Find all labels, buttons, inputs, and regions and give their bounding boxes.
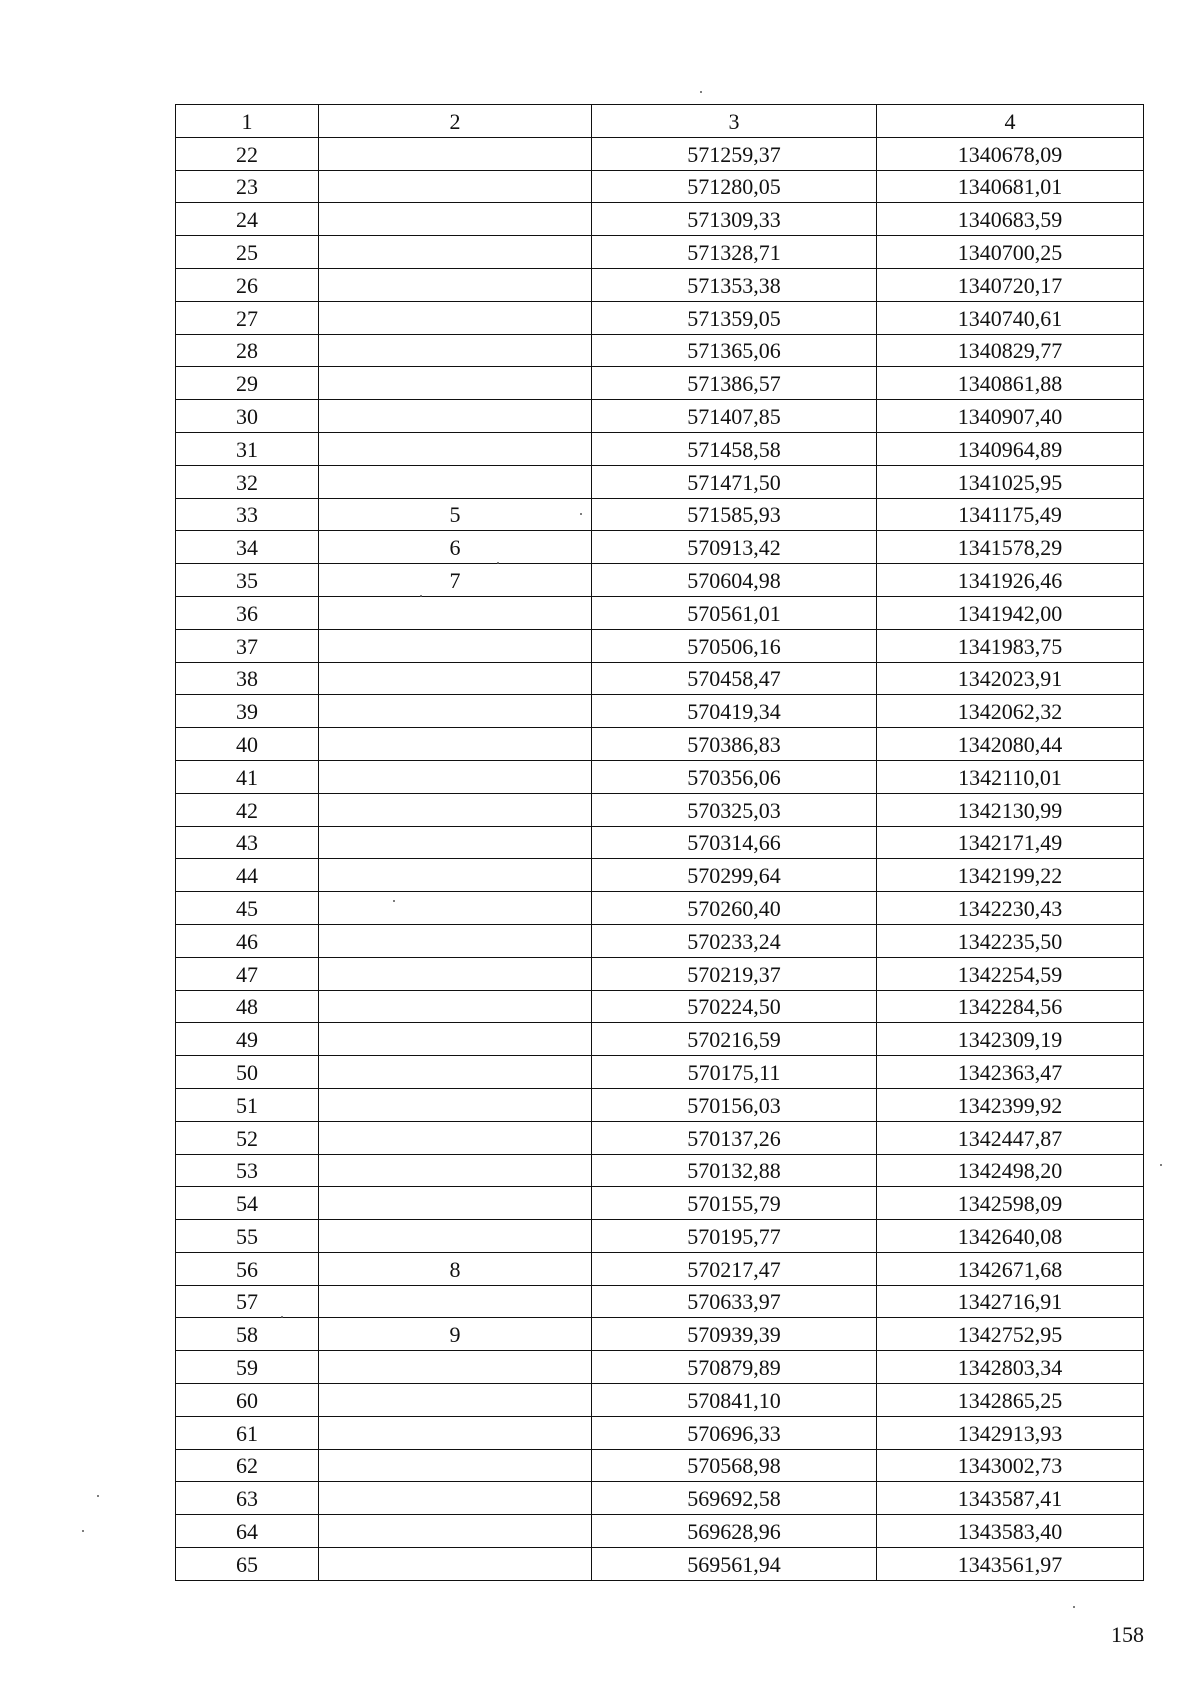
table-cell-col-2	[319, 1449, 592, 1482]
table-cell-col-1: 40	[176, 728, 319, 761]
table-row	[176, 1252, 1144, 1285]
table-cell-col-3: 569628,96	[592, 1515, 877, 1548]
coordinates-table	[175, 104, 1144, 1581]
table-cell-col-3: 570458,47	[592, 662, 877, 695]
table-cell-col-3: 571353,38	[592, 268, 877, 301]
table-cell-col-2	[319, 1154, 592, 1187]
table-cell-col-1: 34	[176, 531, 319, 564]
table-cell-col-3: 570224,50	[592, 990, 877, 1023]
table-cell-col-1: 33	[176, 498, 319, 531]
table-cell-col-2	[319, 1220, 592, 1253]
table-cell-col-4: 1340861,88	[877, 367, 1144, 400]
table-cell-col-1: 51	[176, 1088, 319, 1121]
table-cell-col-1: 36	[176, 596, 319, 629]
table-cell-col-3: 570506,16	[592, 629, 877, 662]
table-cell-col-3: 570156,03	[592, 1088, 877, 1121]
table-row	[176, 1384, 1144, 1417]
table-cell-col-3: 570314,66	[592, 826, 877, 859]
table-cell-col-2	[319, 892, 592, 925]
table-row	[176, 203, 1144, 236]
table-cell-col-1: 57	[176, 1285, 319, 1318]
table-cell-col-1: 58	[176, 1318, 319, 1351]
table-cell-col-2	[319, 301, 592, 334]
table-cell-col-2: 7	[319, 564, 592, 597]
table-cell-col-2	[319, 629, 592, 662]
scan-speck	[281, 1316, 283, 1318]
table-cell-col-2	[319, 728, 592, 761]
table-cell-col-1: 55	[176, 1220, 319, 1253]
table-cell-col-3: 570137,26	[592, 1121, 877, 1154]
table-cell-col-3: 570561,01	[592, 596, 877, 629]
table-cell-col-1: 59	[176, 1351, 319, 1384]
table-row	[176, 268, 1144, 301]
table-cell-col-3: 570633,97	[592, 1285, 877, 1318]
table-cell-col-1: 61	[176, 1416, 319, 1449]
table-cell-col-2: 6	[319, 531, 592, 564]
table-cell-col-2	[319, 760, 592, 793]
table-row	[176, 1154, 1144, 1187]
table-cell-col-3: 570604,98	[592, 564, 877, 597]
table-row	[176, 465, 1144, 498]
table-cell-col-4: 1342130,99	[877, 793, 1144, 826]
table-cell-col-1: 26	[176, 268, 319, 301]
table-cell-col-1: 31	[176, 432, 319, 465]
table-cell-col-3: 570132,88	[592, 1154, 877, 1187]
column-header-2: 2	[319, 105, 592, 138]
table-cell-col-4: 1343583,40	[877, 1515, 1144, 1548]
table-cell-col-2	[319, 1384, 592, 1417]
table-row	[176, 1088, 1144, 1121]
table-cell-col-3: 570260,40	[592, 892, 877, 925]
table-row	[176, 498, 1144, 531]
table-cell-col-1: 65	[176, 1548, 319, 1581]
table-cell-col-2	[319, 367, 592, 400]
table-row	[176, 400, 1144, 433]
table-cell-col-1: 28	[176, 334, 319, 367]
table-cell-col-2	[319, 924, 592, 957]
table-cell-col-1: 53	[176, 1154, 319, 1187]
table-cell-col-4: 1340681,01	[877, 170, 1144, 203]
table-cell-col-4: 1342080,44	[877, 728, 1144, 761]
table-row	[176, 728, 1144, 761]
table-cell-col-4: 1342363,47	[877, 1056, 1144, 1089]
table-row	[176, 826, 1144, 859]
scan-speck	[1073, 1606, 1075, 1608]
scan-speck	[420, 595, 422, 597]
table-cell-col-4: 1341025,95	[877, 465, 1144, 498]
table-cell-col-3: 571471,50	[592, 465, 877, 498]
table-row	[176, 1482, 1144, 1515]
column-header-4: 4	[877, 105, 1144, 138]
table-cell-col-3: 570155,79	[592, 1187, 877, 1220]
table-row	[176, 432, 1144, 465]
table-row	[176, 1449, 1144, 1482]
table-cell-col-4: 1341926,46	[877, 564, 1144, 597]
table-cell-col-4: 1342110,01	[877, 760, 1144, 793]
table-cell-col-1: 60	[176, 1384, 319, 1417]
table-cell-col-4: 1341942,00	[877, 596, 1144, 629]
table-cell-col-4: 1341983,75	[877, 629, 1144, 662]
table-cell-col-1: 45	[176, 892, 319, 925]
table-row	[176, 793, 1144, 826]
table-row	[176, 367, 1144, 400]
table-cell-col-3: 570841,10	[592, 1384, 877, 1417]
table-cell-col-4: 1342447,87	[877, 1121, 1144, 1154]
table-row	[176, 662, 1144, 695]
table-cell-col-4: 1342284,56	[877, 990, 1144, 1023]
table-row	[176, 1515, 1144, 1548]
table-cell-col-2	[319, 1515, 592, 1548]
table-cell-col-4: 1343561,97	[877, 1548, 1144, 1581]
table-cell-col-2	[319, 695, 592, 728]
table-cell-col-4: 1340700,25	[877, 236, 1144, 269]
table-cell-col-1: 56	[176, 1252, 319, 1285]
table-cell-col-1: 42	[176, 793, 319, 826]
table-cell-col-4: 1342309,19	[877, 1023, 1144, 1056]
table-cell-col-4: 1342235,50	[877, 924, 1144, 957]
table-cell-col-4: 1341175,49	[877, 498, 1144, 531]
table-cell-col-2	[319, 1351, 592, 1384]
scan-speck	[700, 91, 702, 93]
table-cell-col-3: 570939,39	[592, 1318, 877, 1351]
table-cell-col-2	[319, 268, 592, 301]
table-cell-col-3: 570879,89	[592, 1351, 877, 1384]
table-row	[176, 629, 1144, 662]
table-cell-col-4: 1342752,95	[877, 1318, 1144, 1351]
table-row	[176, 236, 1144, 269]
table-cell-col-1: 39	[176, 695, 319, 728]
table-cell-col-3: 571585,93	[592, 498, 877, 531]
table-cell-col-3: 571309,33	[592, 203, 877, 236]
table-cell-col-2	[319, 859, 592, 892]
table-cell-col-2: 8	[319, 1252, 592, 1285]
table-cell-col-2	[319, 170, 592, 203]
table-row	[176, 990, 1144, 1023]
table-cell-col-3: 571359,05	[592, 301, 877, 334]
table-cell-col-3: 570175,11	[592, 1056, 877, 1089]
table-cell-col-1: 47	[176, 957, 319, 990]
table-row	[176, 564, 1144, 597]
table-cell-col-3: 571407,85	[592, 400, 877, 433]
table-cell-col-1: 44	[176, 859, 319, 892]
table-cell-col-2	[319, 203, 592, 236]
table-cell-col-1: 46	[176, 924, 319, 957]
table-row	[176, 1416, 1144, 1449]
table-cell-col-4: 1341578,29	[877, 531, 1144, 564]
table-cell-col-4: 1342671,68	[877, 1252, 1144, 1285]
table-cell-col-2	[319, 990, 592, 1023]
table-cell-col-4: 1342199,22	[877, 859, 1144, 892]
table-cell-col-1: 32	[176, 465, 319, 498]
table-row	[176, 957, 1144, 990]
table-row	[176, 1351, 1144, 1384]
table-cell-col-3: 570233,24	[592, 924, 877, 957]
table-cell-col-2	[319, 826, 592, 859]
table-cell-col-2	[319, 662, 592, 695]
table-cell-col-3: 571386,57	[592, 367, 877, 400]
scan-speck	[580, 513, 582, 515]
table-cell-col-4: 1342254,59	[877, 957, 1144, 990]
table-body	[176, 137, 1144, 1580]
table-header	[176, 105, 1144, 138]
table-cell-col-1: 25	[176, 236, 319, 269]
table-cell-col-3: 570568,98	[592, 1449, 877, 1482]
table-cell-col-2	[319, 1121, 592, 1154]
table-row	[176, 1187, 1144, 1220]
table-cell-col-3: 570219,37	[592, 957, 877, 990]
table-cell-col-1: 49	[176, 1023, 319, 1056]
table-cell-col-3: 570386,83	[592, 728, 877, 761]
table-row	[176, 1023, 1144, 1056]
table-row	[176, 301, 1144, 334]
table-row	[176, 531, 1144, 564]
table-cell-col-4: 1340720,17	[877, 268, 1144, 301]
scan-speck	[82, 1530, 84, 1532]
table-cell-col-1: 29	[176, 367, 319, 400]
table-cell-col-2: 9	[319, 1318, 592, 1351]
table-cell-col-2	[319, 1023, 592, 1056]
scan-speck	[497, 562, 499, 564]
column-header-3: 3	[592, 105, 877, 138]
table-cell-col-4: 1340683,59	[877, 203, 1144, 236]
table-row	[176, 334, 1144, 367]
table-cell-col-4: 1340678,09	[877, 137, 1144, 170]
table-cell-col-1: 52	[176, 1121, 319, 1154]
table-cell-col-2	[319, 1482, 592, 1515]
table-row	[176, 1121, 1144, 1154]
table-cell-col-3: 570217,47	[592, 1252, 877, 1285]
table-cell-col-1: 24	[176, 203, 319, 236]
table-cell-col-2	[319, 236, 592, 269]
table-cell-col-3: 570216,59	[592, 1023, 877, 1056]
table-cell-col-4: 1340964,89	[877, 432, 1144, 465]
table-cell-col-2	[319, 334, 592, 367]
table-cell-col-4: 1342023,91	[877, 662, 1144, 695]
scan-speck	[1160, 1164, 1162, 1166]
table-cell-col-3: 570356,06	[592, 760, 877, 793]
table-cell-col-4: 1342913,93	[877, 1416, 1144, 1449]
table-cell-col-1: 35	[176, 564, 319, 597]
table-row	[176, 924, 1144, 957]
table-cell-col-2	[319, 957, 592, 990]
table-cell-col-4: 1342716,91	[877, 1285, 1144, 1318]
table-cell-col-1: 37	[176, 629, 319, 662]
column-header-1: 1	[176, 105, 319, 138]
header-row	[176, 105, 1144, 138]
table-cell-col-4: 1342399,92	[877, 1088, 1144, 1121]
table-cell-col-1: 22	[176, 137, 319, 170]
table-cell-col-1: 38	[176, 662, 319, 695]
table-cell-col-3: 570325,03	[592, 793, 877, 826]
table-cell-col-4: 1342865,25	[877, 1384, 1144, 1417]
table-cell-col-4: 1342598,09	[877, 1187, 1144, 1220]
table-cell-col-2	[319, 596, 592, 629]
table-cell-col-3: 569561,94	[592, 1548, 877, 1581]
table-cell-col-1: 50	[176, 1056, 319, 1089]
table-cell-col-1: 62	[176, 1449, 319, 1482]
table-row	[176, 695, 1144, 728]
table-row	[176, 1318, 1144, 1351]
table-cell-col-3: 571365,06	[592, 334, 877, 367]
table-cell-col-3: 571328,71	[592, 236, 877, 269]
table-cell-col-1: 54	[176, 1187, 319, 1220]
table-row	[176, 596, 1144, 629]
table-row	[176, 1056, 1144, 1089]
table-cell-col-4: 1340907,40	[877, 400, 1144, 433]
table-cell-col-2: 5	[319, 498, 592, 531]
table-row	[176, 1548, 1144, 1581]
table-cell-col-3: 570419,34	[592, 695, 877, 728]
table-cell-col-1: 48	[176, 990, 319, 1023]
table-cell-col-4: 1343002,73	[877, 1449, 1144, 1482]
table-cell-col-4: 1342803,34	[877, 1351, 1144, 1384]
page-number: 158	[1111, 1622, 1144, 1647]
table-cell-col-1: 63	[176, 1482, 319, 1515]
table-cell-col-4: 1342171,49	[877, 826, 1144, 859]
table-cell-col-2	[319, 1056, 592, 1089]
table-cell-col-1: 23	[176, 170, 319, 203]
table-cell-col-3: 571259,37	[592, 137, 877, 170]
table-cell-col-3: 570696,33	[592, 1416, 877, 1449]
table-cell-col-3: 569692,58	[592, 1482, 877, 1515]
table-cell-col-2	[319, 1285, 592, 1318]
table-cell-col-4: 1343587,41	[877, 1482, 1144, 1515]
table-cell-col-4: 1340740,61	[877, 301, 1144, 334]
table-row	[176, 1285, 1144, 1318]
table-cell-col-2	[319, 1548, 592, 1581]
table-cell-col-1: 64	[176, 1515, 319, 1548]
table-cell-col-3: 570299,64	[592, 859, 877, 892]
table-cell-col-1: 41	[176, 760, 319, 793]
scan-speck	[393, 900, 395, 902]
table-row	[176, 859, 1144, 892]
table-row	[176, 170, 1144, 203]
table-cell-col-2	[319, 137, 592, 170]
table-cell-col-3: 571280,05	[592, 170, 877, 203]
table-cell-col-3: 570195,77	[592, 1220, 877, 1253]
table-row	[176, 892, 1144, 925]
table-cell-col-4: 1342062,32	[877, 695, 1144, 728]
table-cell-col-1: 27	[176, 301, 319, 334]
table-cell-col-4: 1340829,77	[877, 334, 1144, 367]
table-cell-col-1: 43	[176, 826, 319, 859]
table-cell-col-2	[319, 432, 592, 465]
table-cell-col-4: 1342230,43	[877, 892, 1144, 925]
table-cell-col-1: 30	[176, 400, 319, 433]
table-cell-col-2	[319, 1187, 592, 1220]
table-cell-col-3: 570913,42	[592, 531, 877, 564]
table-cell-col-2	[319, 793, 592, 826]
table-cell-col-4: 1342498,20	[877, 1154, 1144, 1187]
table-row	[176, 137, 1144, 170]
table-row	[176, 1220, 1144, 1253]
table-cell-col-2	[319, 1416, 592, 1449]
table-cell-col-4: 1342640,08	[877, 1220, 1144, 1253]
table-cell-col-2	[319, 1088, 592, 1121]
table-row	[176, 760, 1144, 793]
table-cell-col-3: 571458,58	[592, 432, 877, 465]
table-cell-col-2	[319, 465, 592, 498]
table-cell-col-2	[319, 400, 592, 433]
scan-speck	[97, 1495, 99, 1497]
